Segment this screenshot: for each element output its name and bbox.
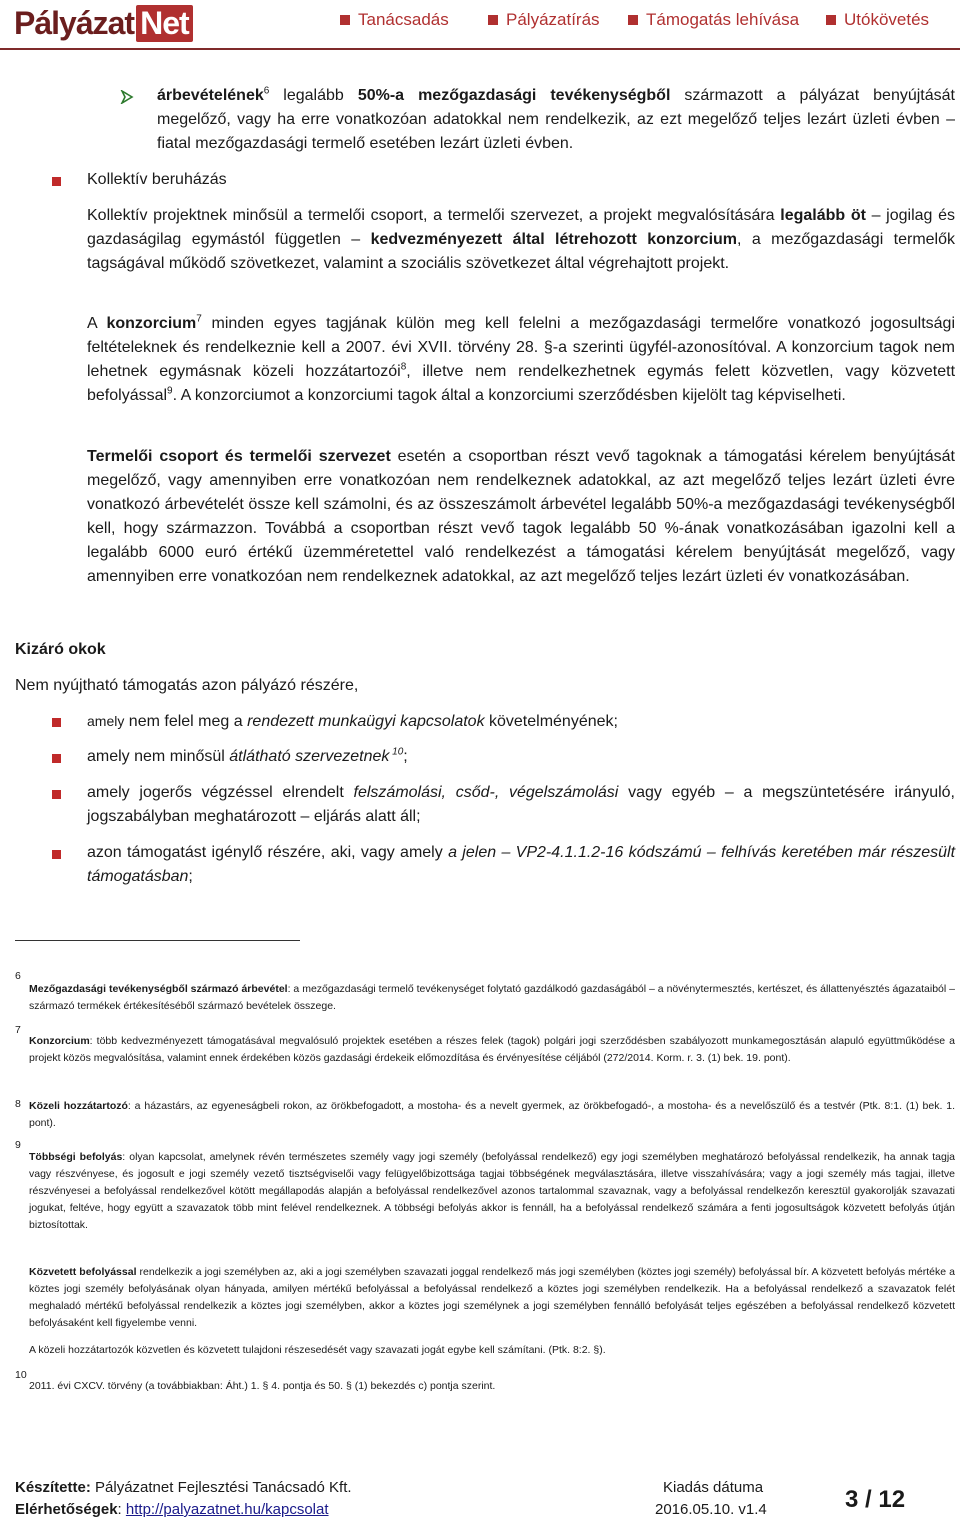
footnote-6: Mezőgazdasági tevékenységből származó árbevétel: a mezőgazdasági termelő tevékenységet folytató gazdálkodó gazdaságából – a növénytermesztés, kertészet, és állattenyésztés ágazataiból – származó termékek értékesítéséből származó bevételek összege.: [29, 983, 955, 1012]
square-bullet-icon: [52, 177, 61, 186]
kizaro-item: amely jogerős végzéssel elrendelt felszámolási, csőd-, végelszámolási vagy egyéb – a megszüntetésére irányuló, jogszabályban meghatározott – eljárás alatt áll;: [87, 784, 955, 825]
nav-utokovetes[interactable]: Utókövetés: [826, 10, 929, 30]
arevetel-paragraph: árbevételének$^6$ legalább 50%-a mezőgazdasági tevékenységből származott a pályázat benyújtását megelőző, vagy ha erre vonatkozóan adatokkal nem rendelkezik, az ezt megelőző teljes lezárt üzleti évben – fiatal mezőgazdasági termelő esetében lezárt üzleti évben.: [157, 85, 955, 152]
footer-contact: Elérhetőségek: http://palyazatnet.hu/kapcsolat: [15, 1501, 329, 1518]
footnote-number: 6: [15, 970, 21, 982]
square-bullet-icon: [52, 850, 61, 859]
nav-palyazatiras[interactable]: Pályázatírás: [488, 10, 600, 30]
kizaro-item: amely nem felel meg a rendezett munkaügyi kapcsolatok követelményének;: [87, 713, 618, 730]
nav-tanacsadas[interactable]: Tanácsadás: [340, 10, 449, 30]
kizaro-okok-heading: Kizáró okok: [15, 641, 106, 658]
footnote-number: 10: [15, 1369, 27, 1381]
release-date-value: 2016.05.10. v1.4: [655, 1501, 767, 1518]
square-bullet-icon: [826, 15, 836, 25]
footnote-number: 7: [15, 1024, 21, 1036]
konzorcium-paragraph: A konzorcium$^7$ minden egyes tagjának külön meg kell felelni a mezőgazdasági termelőre vonatkozó jogosultsági feltételeknek és rendelkeznie kell a 2007. évi XVII. törvény 28. §-a szerinti ügyfél-azonosítóval. A konzorcium tagok nem lehetnek egymásnak közeli hozzátartozói$^8$, illetve nem rendelkezhetnek egymás felett közvetlen, vagy közvetett befolyással$^9$. A konzorciumot a konzorciumi tagok által a konzorciumi szerződésben kijelölt tag képviselheti.: [87, 313, 956, 404]
square-bullet-icon: [340, 15, 350, 25]
page-number: 3 / 12: [845, 1486, 906, 1513]
release-date-label: Kiadás dátuma: [663, 1479, 764, 1496]
square-bullet-icon: [52, 754, 61, 763]
footnote-7: Konzorcium: több kedvezményezett támogatásával megvalósuló projektek esetében a részes felek (tagok) polgári jogi szerződésben szabályozott munkamegosztásán alapuló együttműködése a projekt közös megvalósítása, valamint ennek érdekében közös gazdasági érdekeik előmozdítása és érvényesítése céljából (272/2014. Korm. r. 3. (1) bek. 19. pont).: [29, 1035, 955, 1064]
contact-link[interactable]: http://palyazatnet.hu/kapcsolat: [125, 1501, 329, 1518]
kollektiv-paragraph-1: Kollektív projektnek minősül a termelői csoport, a termelői szervezet, a projekt megvalósítására legalább öt – jogilag és gazdaságilag egymástól független – kedvezményezett által létrehozott konzorcium, a mezőgazdasági termelők tagságával működő szövetkezet, valamint a szociális szövetkezet által végrehajtott projekt.: [87, 207, 956, 272]
nav-tamogatas-lehivasa[interactable]: Támogatás lehívása: [628, 10, 799, 30]
footnote-separator: [15, 940, 300, 941]
palyazatnet-logo[interactable]: [14, 2, 193, 44]
footnote-9-kozeli: A közeli hozzátartozók közvetlen és közvetett tulajdoni részesedését vagy szavazati jogát egybe kell számítani. (Ptk. 8:2. §).: [29, 1344, 606, 1356]
header-divider: [0, 48, 960, 50]
square-bullet-icon: [52, 790, 61, 799]
page-header: [0, 0, 960, 50]
footer-author: Készítette: Pályázatnet Fejlesztési Tanácsadó Kft.: [15, 1479, 352, 1496]
arrow-bullet-icon: [120, 90, 134, 104]
footnote-8: Közeli hozzátartozó: a házastárs, az egyeneságbeli rokon, az örökbefogadott, a mostoha- és a nevelt gyermek, az örökbefogadó-, a mostoha- és a nevelőszülő és a testvér (Ptk. 8:1. (1) bek. 1. pont).: [29, 1100, 955, 1129]
footnote-10: 2011. évi CXCV. törvény (a továbbiakban: Áht.) 1. § 4. pontja és 50. § (1) bekezdés c) pontja szerint.: [29, 1380, 496, 1392]
logo-net: Net: [136, 5, 193, 42]
footnote-number: 9: [15, 1139, 21, 1151]
footnote-number: 8: [15, 1098, 21, 1110]
square-bullet-icon: [488, 15, 498, 25]
kollektiv-heading: Kollektív beruházás: [87, 171, 227, 188]
square-bullet-icon: [52, 718, 61, 727]
logo-text: Pályázat: [14, 4, 135, 41]
footnote-9-kozvetett: Közvetett befolyással rendelkezik a jogi személyben az, aki a jogi személyben szavazati joggal rendelkező más jogi személyben (köztes jogi személy) befolyással bír. A közvetett befolyás mértéke a köztes jogi személy befolyásának olyan hányada, amilyen mértékű befolyással a befolyással rendelkező a köztes jogi személyben rendelkezik. Ha a befolyással rendelkező a szavazatok felét meghaladó mértékű befolyással rendelkezik a köztes jogi személyben, akkor a köztes jogi személynek a jogi személyben fennálló befolyását teljes egészében a befolyással rendelkező közvetett befolyásaként kell figyelembe venni.: [29, 1266, 955, 1329]
square-bullet-icon: [628, 15, 638, 25]
termeloi-csoport-paragraph: Termelői csoport és termelői szervezet esetén a csoportban részt vevő tagoknak a támogatási kérelem benyújtását megelőző, vagy amennyiben erre vonatkozóan nem rendelkeznek adatokkal, az azt megelőző teljes lezárt üzleti évre vonatkozó árbevételét össze kell számolni, és az összeszámolt árbevétel legalább 50%-a mezőgazdasági tevékenységből kell, hogy származzon. Továbbá a csoportban részt vevő tagok legalább 50 %-ának vonatkozásában igazolni kell a legalább 6000 euró értékű üzemméretettel való rendelkezést a támogatási kérelem benyújtását megelőző, vagy amennyiben erre vonatkozóan nem rendelkeznek adatokkal, az azt megelőző teljes lezárt üzleti év vonatkozásában.: [87, 448, 955, 585]
kizaro-item: azon támogatást igénylő részére, aki, vagy amely a jelen – VP2-4.1.1.2-16 kódszámú – felhívás keretében már részesült támogatásban;: [87, 844, 956, 885]
kizaro-intro: Nem nyújtható támogatás azon pályázó részére,: [15, 677, 359, 694]
footnote-9: Többségi befolyás: olyan kapcsolat, amelynek révén természetes személy vagy jogi személy (befolyással rendelkező) egy jogi személyben meghatározó befolyással rendelkezik, ha annak tagja vagy részvényese, és jogosult e jogi személy vezető tisztségviselői vagy felügyelőbizottsága tagjai többségének megválasztására, illetve visszahívására; vagy a jogi személy más tagjai, illetve részvényesei a befolyással rendelkezővel kötött megállapodás alapján a befolyással rendelkezővel azonos tartalommal szavaznak, vagy a befolyással rendelkezőn keresztül gyakorolják szavazati jogukat, feltéve, hogy együtt a szavazatok több mint felével rendelkeznek. A többségi befolyás akkor is fennáll, ha a befolyással rendelkező számára a fenti jogosultságok közvetett befolyás útján biztosítottak.: [29, 1151, 955, 1231]
kizaro-item: amely nem minősül átlátható szervezetnek $^{10}$;: [87, 746, 408, 765]
